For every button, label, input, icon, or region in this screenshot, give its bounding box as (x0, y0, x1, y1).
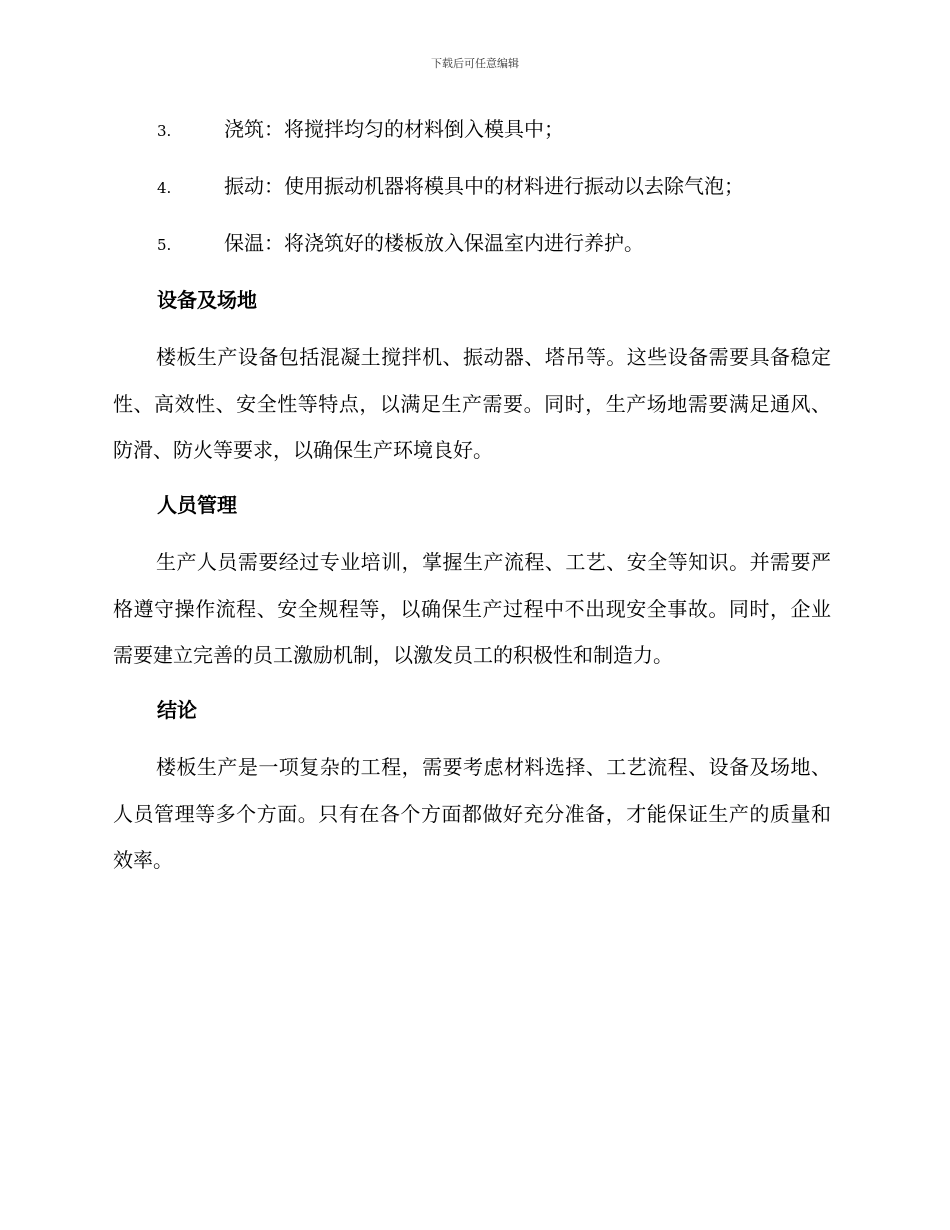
list-item-number: 5. (157, 236, 172, 254)
section-body-conclusion: 楼板生产是一项复杂的工程，需要考虑材料选择、工艺流程、设备及场地、人员管理等多个方面。只有在各个方面都做好充分准备，才能保证生产的质量和效率。 (113, 755, 831, 872)
section-heading-personnel: 人员管理 (157, 493, 237, 517)
list-item-text: 浇筑：将搅拌均匀的材料倒入模具中； (224, 117, 564, 141)
section-heading-conclusion: 结论 (157, 698, 197, 722)
list-item-number: 3. (157, 122, 172, 140)
list-item (0, 114, 950, 144)
section-heading-equipment: 设备及场地 (157, 288, 257, 312)
header-note: 下载后可任意编辑 (431, 57, 519, 70)
list-item (0, 171, 950, 201)
list-item-number: 4. (157, 179, 172, 197)
section-body-personnel: 生产人员需要经过专业培训，掌握生产流程、工艺、安全等知识。并需要严格遵守操作流程、安全规程等，以确保生产过程中不出现安全事故。同时，企业需要建立完善的员工激励机制，以激发员工的积极性和制造力。 (113, 550, 831, 667)
list-item-text: 振动：使用振动机器将模具中的材料进行振动以去除气泡； (224, 174, 744, 198)
list-item (0, 228, 950, 258)
section-body-equipment: 楼板生产设备包括混凝土搅拌机、振动器、塔吊等。这些设备需要具备稳定性、高效性、安全性等特点，以满足生产需要。同时，生产场地需要满足通风、防滑、防火等要求，以确保生产环境良好。 (113, 345, 831, 462)
list-item-text: 保温：将浇筑好的楼板放入保温室内进行养护。 (224, 231, 644, 255)
